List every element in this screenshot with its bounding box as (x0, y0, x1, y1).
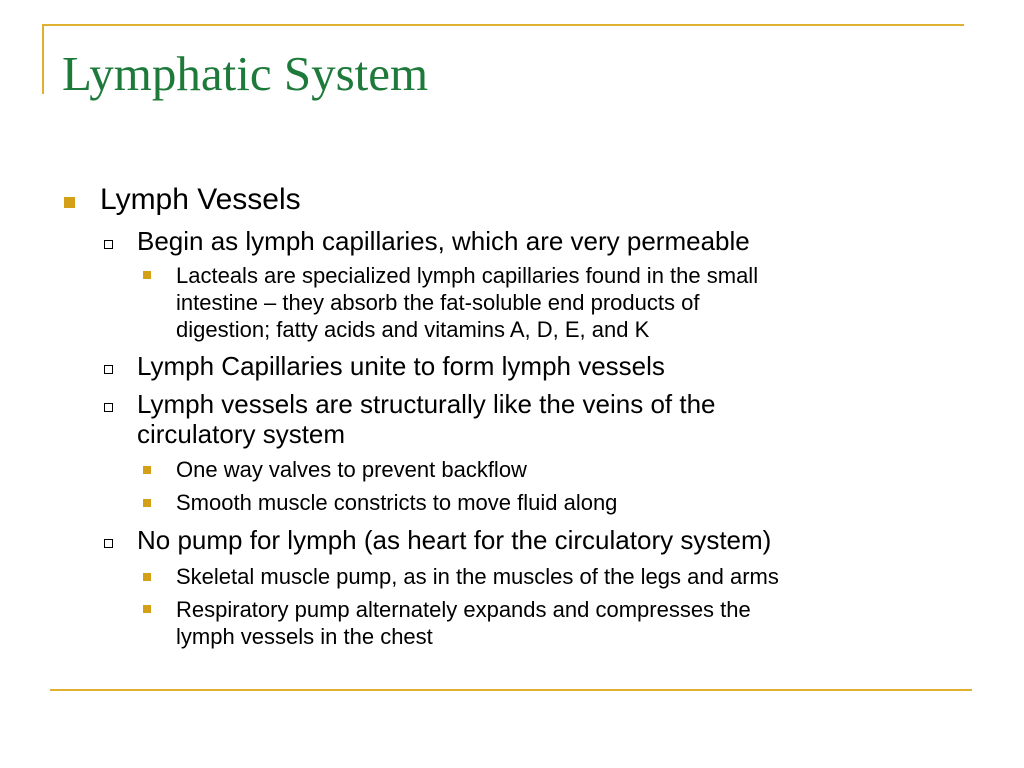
square-bullet-icon (64, 197, 75, 208)
bullet-text: One way valves to prevent backflow (176, 457, 527, 482)
bullet-text: Lymph vessels are structurally like the veins of the (137, 389, 716, 419)
slide-title: Lymphatic System (62, 46, 429, 101)
bullet-text-continued: intestine – they absorb the fat-soluble end products of (176, 290, 700, 315)
frame-left-line (42, 24, 44, 94)
square-bullet-icon (143, 573, 151, 581)
bullet-text: Lymph Capillaries unite to form lymph vessels (137, 351, 665, 381)
bullet-text-continued: digestion; fatty acids and vitamins A, D, E, and K (176, 317, 650, 342)
bullet-text: Respiratory pump alternately expands and compresses the (176, 597, 751, 622)
hollow-square-bullet-icon (104, 539, 113, 548)
square-bullet-icon (143, 605, 151, 613)
bullet-text: Smooth muscle constricts to move fluid along (176, 490, 618, 515)
square-bullet-icon (143, 466, 151, 474)
hollow-square-bullet-icon (104, 403, 113, 412)
bullet-text: Lymph Vessels (100, 183, 301, 216)
square-bullet-icon (143, 499, 151, 507)
bullet-text: Skeletal muscle pump, as in the muscles of the legs and arms (176, 564, 779, 589)
hollow-square-bullet-icon (104, 365, 113, 374)
bullet-text-continued: circulatory system (137, 419, 346, 449)
frame-bottom-line (50, 689, 972, 691)
frame-top-line (42, 24, 964, 26)
bullet-text: Begin as lymph capillaries, which are very permeable (137, 226, 750, 256)
bullet-text: Lacteals are specialized lymph capillaries found in the small (176, 263, 759, 288)
square-bullet-icon (143, 271, 151, 279)
hollow-square-bullet-icon (104, 240, 113, 249)
bullet-text: No pump for lymph (as heart for the circulatory system) (137, 525, 772, 555)
bullet-text-continued: lymph vessels in the chest (176, 624, 433, 649)
